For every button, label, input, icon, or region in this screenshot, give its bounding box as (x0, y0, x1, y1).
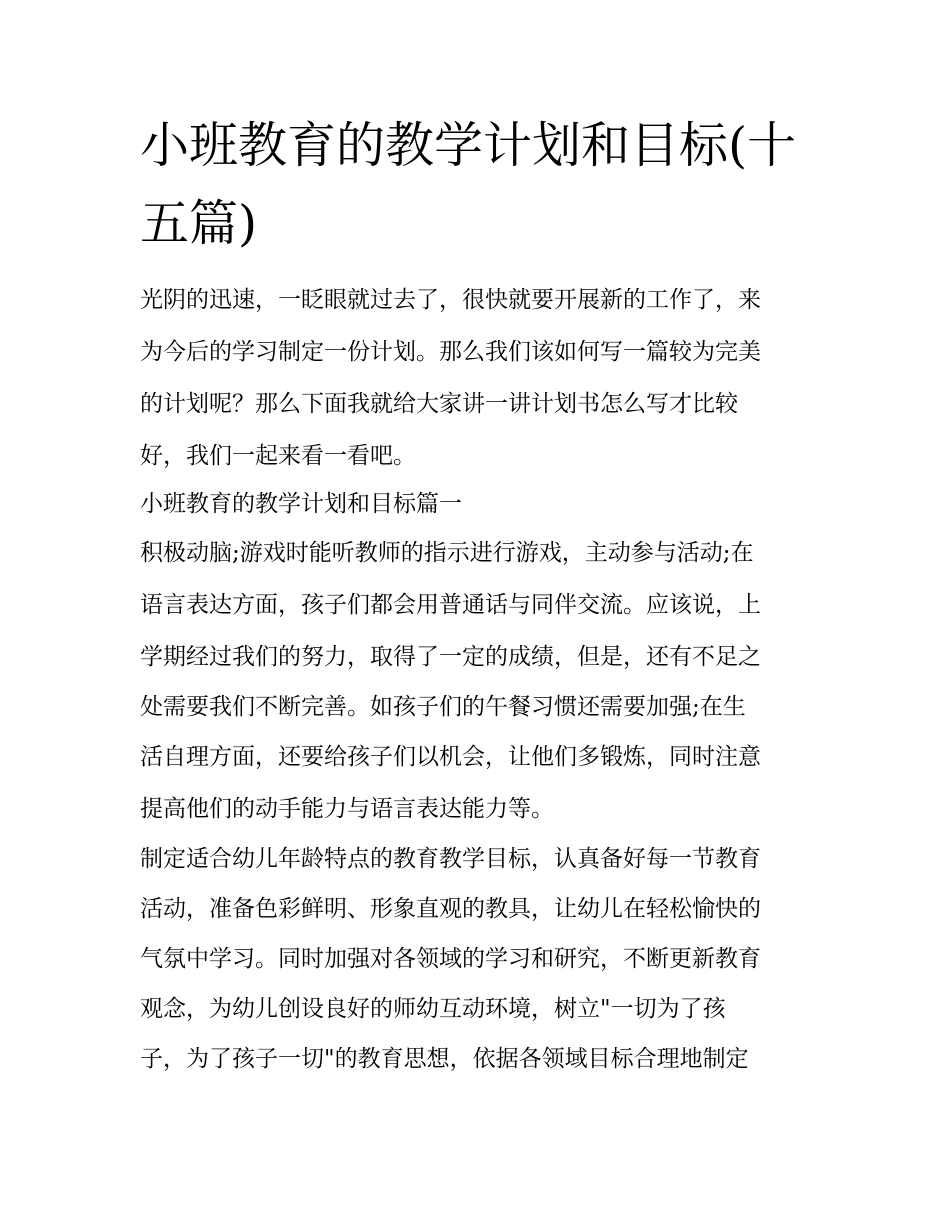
paragraph1-line-2: 语言表达方面，孩子们都会用普通话与同伴交流。应该说，上 (140, 592, 761, 618)
paragraph1-line-1: 积极动脑;游戏时能听教师的指示进行游戏，主动参与活动;在 (140, 540, 754, 566)
paragraph1-line-3: 学期经过我们的努力，取得了一定的成绩，但是，还有不足之 (140, 644, 761, 670)
paragraph1-line-5: 活自理方面，还要给孩子们以机会，让他们多锻炼，同时注意 (140, 744, 761, 770)
intro-line-2: 为今后的学习制定一份计划。那么我们该如何写一篇较为完美 (140, 339, 761, 365)
paragraph2-line-2: 活动，准备色彩鲜明、形象直观的教具，让幼儿在轻松愉快的 (140, 896, 761, 922)
page-title-line-1: 小班教育的教学计划和目标(十 (140, 117, 797, 174)
intro-line-3: 的计划呢？那么下面我就给大家讲一讲计划书怎么写才比较 (140, 391, 738, 417)
paragraph1-line-6: 提高他们的动手能力与语言表达能力等。 (140, 796, 554, 822)
paragraph2-line-5: 子，为了孩子一切"的教育思想，依据各领域目标合理地制定 (140, 1046, 749, 1072)
intro-line-4: 好，我们一起来看一看吧。 (140, 443, 416, 469)
page-title-line-2: 五篇) (140, 195, 258, 252)
paragraph2-line-4: 观念，为幼儿创设良好的师幼互动环境，树立"一切为了孩 (140, 996, 726, 1022)
intro-line-1: 光阴的迅速，一眨眼就过去了，很快就要开展新的工作了，来 (140, 287, 761, 313)
section-heading: 小班教育的教学计划和目标篇一 (140, 491, 462, 517)
paragraph1-line-4: 处需要我们不断完善。如孩子们的午餐习惯还需要加强;在生 (140, 694, 746, 720)
paragraph2-line-3: 气氛中学习。同时加强对各领域的学习和研究，不断更新教育 (140, 946, 761, 972)
paragraph2-line-1: 制定适合幼儿年龄特点的教育教学目标，认真备好每一节教育 (140, 846, 761, 872)
